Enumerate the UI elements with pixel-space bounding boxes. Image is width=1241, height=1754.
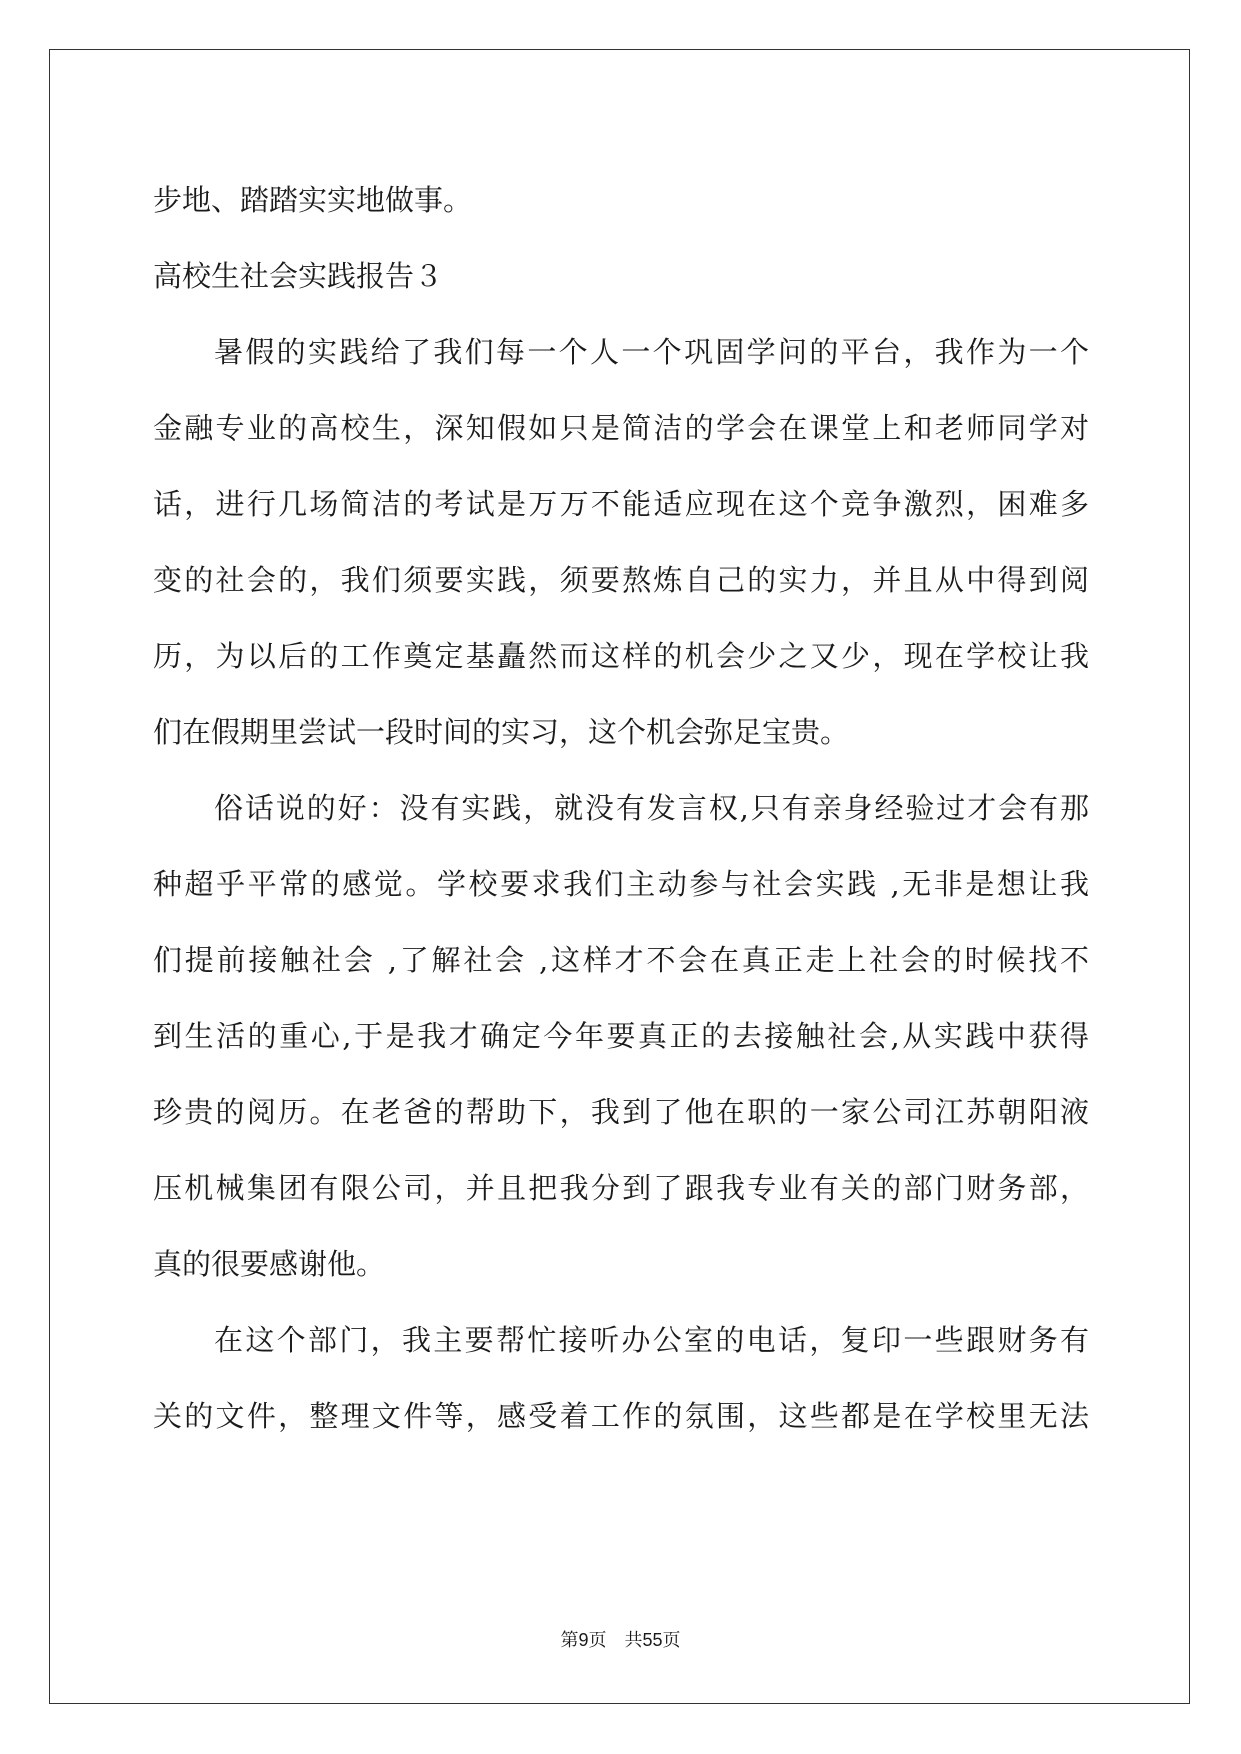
text-line: 话，进行几场简洁的考试是万万不能适应现在这个竞争激烈，困难多 <box>153 487 1089 521</box>
text-line: 们在假期里尝试一段时间的实习，这个机会弥足宝贵。 <box>153 715 850 749</box>
text-line: 们提前接触社会 ,了解社会 ,这样才不会在真正走上社会的时候找不 <box>153 943 1089 977</box>
page-suffix: 页 <box>588 1630 607 1650</box>
section-heading: 高校生社会实践报告３ <box>153 259 444 293</box>
text-line: 暑假的实践给了我们每一个人一个巩固学问的平台，我作为一个 <box>214 335 1089 369</box>
text-line: 俗话说的好：没有实践，就没有发言权,只有亲身经验过才会有那 <box>214 791 1089 825</box>
text-line: 压机械集团有限公司，并且把我分到了跟我专业有关的部门财务部， <box>153 1171 1089 1205</box>
total-suffix: 页 <box>662 1630 681 1650</box>
text-line: 真的很要感谢他。 <box>153 1247 386 1281</box>
text-line: 珍贵的阅历。在老爸的帮助下，我到了他在职的一家公司江苏朝阳液 <box>153 1095 1089 1129</box>
text-line: 金融专业的高校生，深知假如只是简洁的学会在课堂上和老师同学对 <box>153 411 1089 445</box>
text-line: 历，为以后的工作奠定基矗然而这样的机会少之又少，现在学校让我 <box>153 639 1089 673</box>
page-number: 9 <box>578 1630 589 1650</box>
total-prefix: 共 <box>624 1630 643 1650</box>
page-footer <box>0 1628 1241 1652</box>
text-line: 关的文件，整理文件等，感受着工作的氛围，这些都是在学校里无法 <box>153 1399 1089 1433</box>
text-line: 步地、踏踏实实地做事。 <box>153 183 473 217</box>
text-line: 种超乎平常的感觉。学校要求我们主动参与社会实践 ,无非是想让我 <box>153 867 1089 901</box>
text-line: 在这个部门，我主要帮忙接听办公室的电话，复印一些跟财务有 <box>214 1323 1089 1357</box>
page-prefix: 第 <box>560 1630 579 1650</box>
text-line: 到生活的重心,于是我才确定今年要真正的去接触社会,从实践中获得 <box>153 1019 1089 1053</box>
text-line: 变的社会的，我们须要实践，须要熬炼自己的实力，并且从中得到阅 <box>153 563 1089 597</box>
total-pages: 55 <box>642 1630 663 1650</box>
document-body <box>153 162 1089 1454</box>
